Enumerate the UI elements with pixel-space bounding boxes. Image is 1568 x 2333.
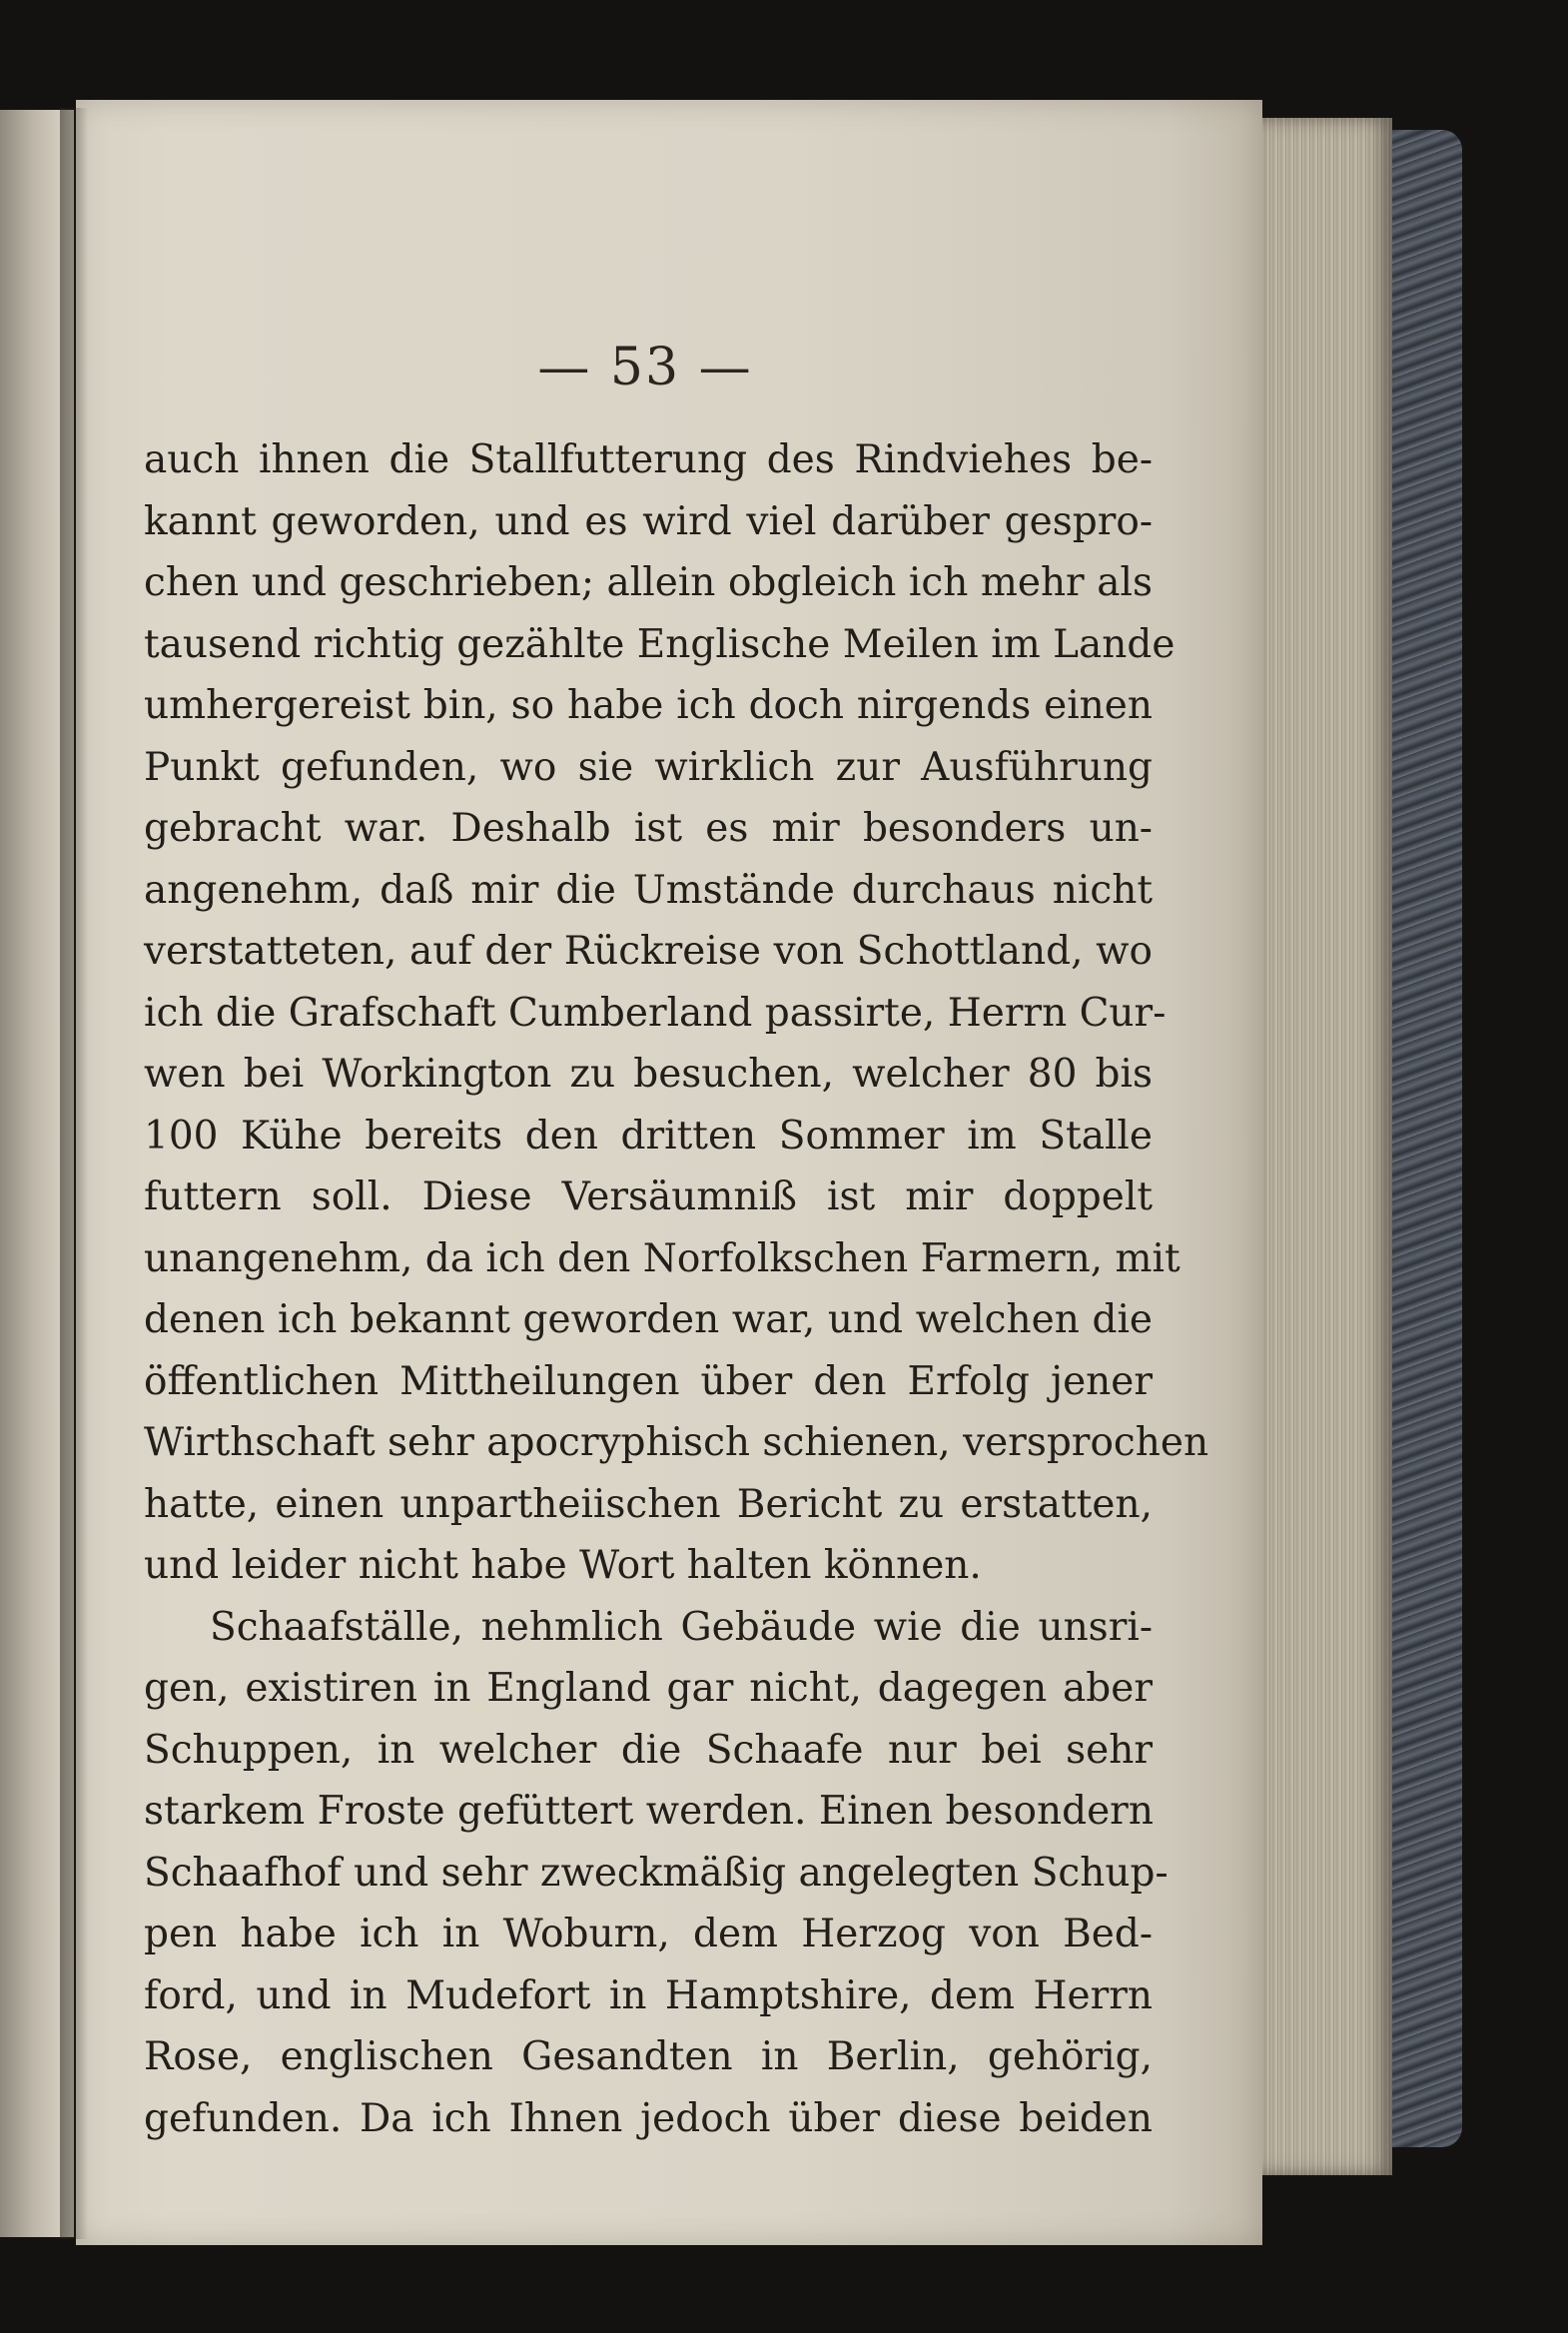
book-cover: [1392, 130, 1462, 2147]
text-line: Schuppen, in welcher die Schaafe nur bei sehr: [144, 1727, 1153, 1773]
text-line: öffentlichen Mittheilungen über den Erfolg jener: [144, 1358, 1153, 1404]
text-line: Wirthschaft sehr apocryphisch schienen, versprochen: [144, 1420, 1209, 1465]
text-line: wen bei Workington zu besuchen, welcher 80 bis: [144, 1052, 1153, 1097]
text-line: verstatteten, auf der Rückreise von Schottland, wo: [144, 929, 1153, 974]
book-page: [76, 100, 1262, 2245]
text-line: tausend richtig gezählte Englische Meilen im Lande: [144, 621, 1176, 667]
text-line: pen habe ich in Woburn, dem Herzog von Bed-: [144, 1912, 1153, 1956]
text-line: starkem Froste gefüttert werden. Einen besondern: [144, 1789, 1154, 1834]
text-line: gebracht war. Deshalb ist es mir besonders un-: [144, 806, 1153, 851]
text-line: angenehm, daß mir die Umstände durchaus nicht: [144, 867, 1153, 913]
text-line: Schaafhof und sehr zweckmäßig angelegten Schup-: [144, 1850, 1169, 1896]
text-line: gefunden. Da ich Ihnen jedoch über diese beiden: [144, 2095, 1153, 2141]
page-number: — 53 —: [537, 338, 753, 397]
text-line: 100 Kühe bereits den dritten Sommer im Stalle: [144, 1113, 1153, 1159]
text-line: kannt geworden, und es wird viel darüber gespro-: [144, 498, 1153, 544]
text-line: hatte, einen unpartheiischen Bericht zu erstatten,: [144, 1481, 1153, 1527]
text-line: gen, existiren in England gar nicht, dagegen aber: [144, 1666, 1153, 1711]
text-line: unangenehm, da ich den Norfolkschen Farmern, mit: [144, 1235, 1180, 1281]
text-line: Schaafställe, nehmlich Gebäude wie die unsri-: [210, 1604, 1153, 1650]
text-line: ich die Grafschaft Cumberland passirte, Herrn Cur-: [144, 990, 1167, 1036]
gutter-shadow: [60, 108, 88, 2239]
text-line: umhergereist bin, so habe ich doch nirgends einen: [144, 683, 1153, 728]
text-line: chen und geschrieben; allein obgleich ich mehr als: [144, 560, 1153, 605]
text-line: und leider nicht habe Wort halten können.: [144, 1543, 982, 1588]
text-line: Punkt gefunden, wo sie wirklich zur Ausführung: [144, 744, 1153, 790]
text-line: auch ihnen die Stallfutterung des Rindviehes be-: [144, 437, 1153, 482]
text-line: Rose, englischen Gesandten in Berlin, gehörig,: [144, 2034, 1153, 2079]
text-line: ford, und in Mudefort in Hamptshire, dem Herrn: [144, 1972, 1153, 2018]
text-line: futtern soll. Diese Versäumniß ist mir doppelt: [144, 1174, 1153, 1219]
text-line: denen ich bekannt geworden war, und welchen die: [144, 1297, 1153, 1342]
page-text-block: [144, 429, 1209, 2149]
page-stack-edge: [1262, 118, 1392, 2175]
